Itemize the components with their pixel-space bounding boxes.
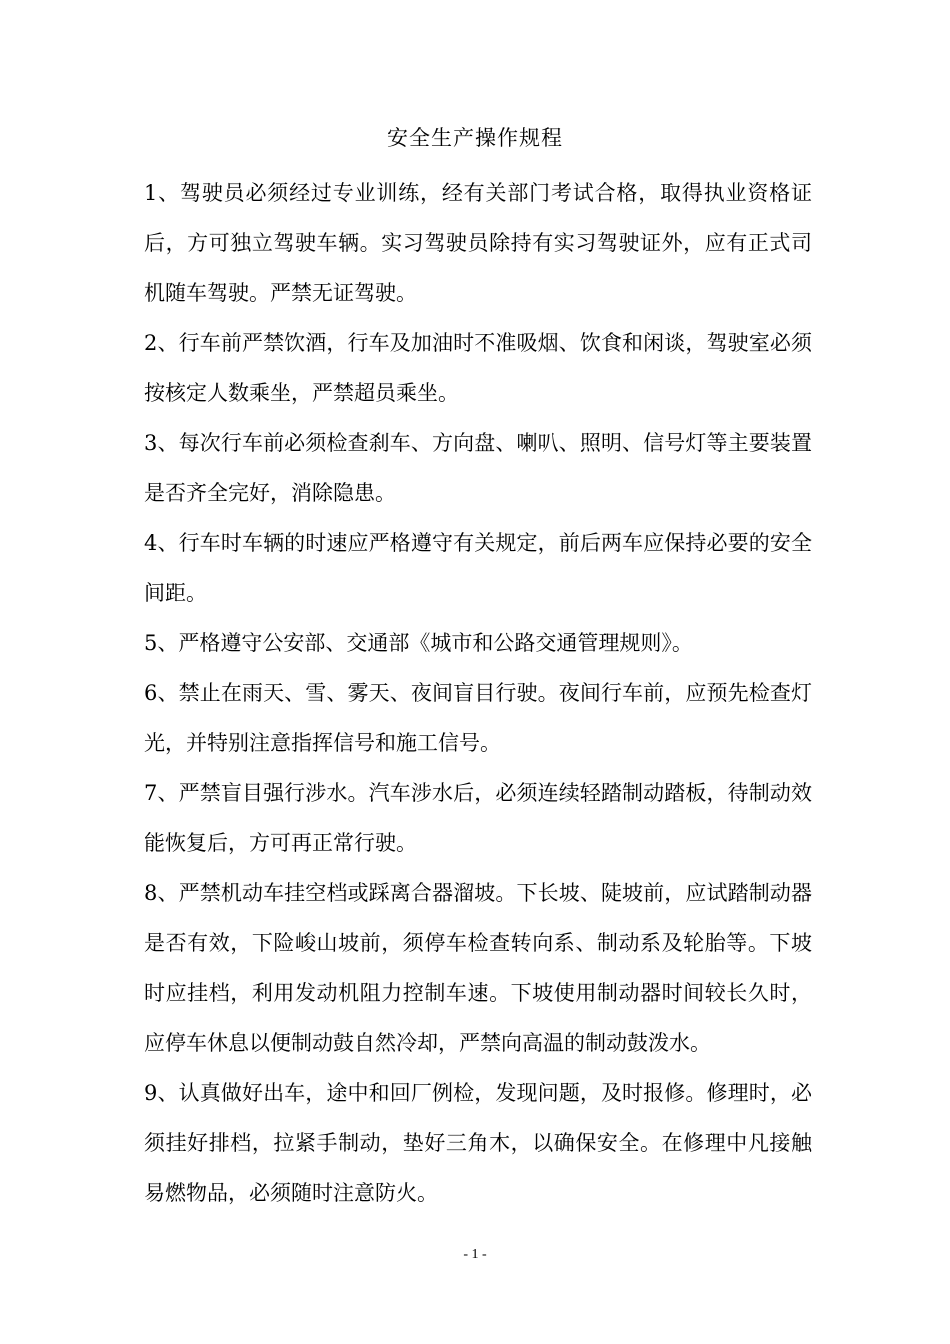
paragraph-4: 4、行车时车辆的时速应严格遵守有关规定，前后两车应保持必要的安全间距。 [144, 531, 812, 605]
paragraph-1: 1、驾驶员必须经过专业训练，经有关部门考试合格，取得执业资格证后，方可独立驾驶车辆。实习驾驶员除持有实习驾驶证外，应有正式司机随车驾驶。严禁无证驾驶。 [144, 181, 812, 305]
page-number: - 1 - [463, 1247, 487, 1262]
paragraph-8: 8、严禁机动车挂空档或踩离合器溜坡。下长坡、陡坡前，应试踏制动器是否有效，下险峻山坡前，须停车检查转向系、制动系及轮胎等。下坡时应挂档，利用发动机阻力控制车速。下坡使用制动器时间较长久时，应停车休息以便制动鼓自然冷却，严禁向高温的制动鼓泼水。 [144, 881, 812, 1055]
paragraph-7: 7、严禁盲目强行涉水。汽车涉水后，必须连续轻踏制动踏板，待制动效能恢复后，方可再正常行驶。 [144, 781, 812, 855]
paragraph-5: 5、严格遵守公安部、交通部《城市和公路交通管理规则》。 [144, 631, 693, 655]
document-title: 安全生产操作规程 [387, 126, 563, 150]
paragraph-9: 9、认真做好出车，途中和回厂例检，发现问题，及时报修。修理时，必须挂好排档，拉紧手制动，垫好三角木，以确保安全。在修理中凡接触易燃物品，必须随时注意防火。 [144, 1081, 812, 1205]
paragraph-3: 3、每次行车前必须检查刹车、方向盘、喇叭、照明、信号灯等主要装置是否齐全完好，消除隐患。 [144, 431, 812, 505]
paragraph-6: 6、禁止在雨天、雪、雾天、夜间盲目行驶。夜间行车前，应预先检查灯光，并特别注意指挥信号和施工信号。 [144, 681, 812, 755]
paragraph-2: 2、行车前严禁饮酒，行车及加油时不准吸烟、饮食和闲谈，驾驶室必须按核定人数乘坐，严禁超员乘坐。 [144, 331, 812, 405]
document-body [144, 168, 812, 1218]
